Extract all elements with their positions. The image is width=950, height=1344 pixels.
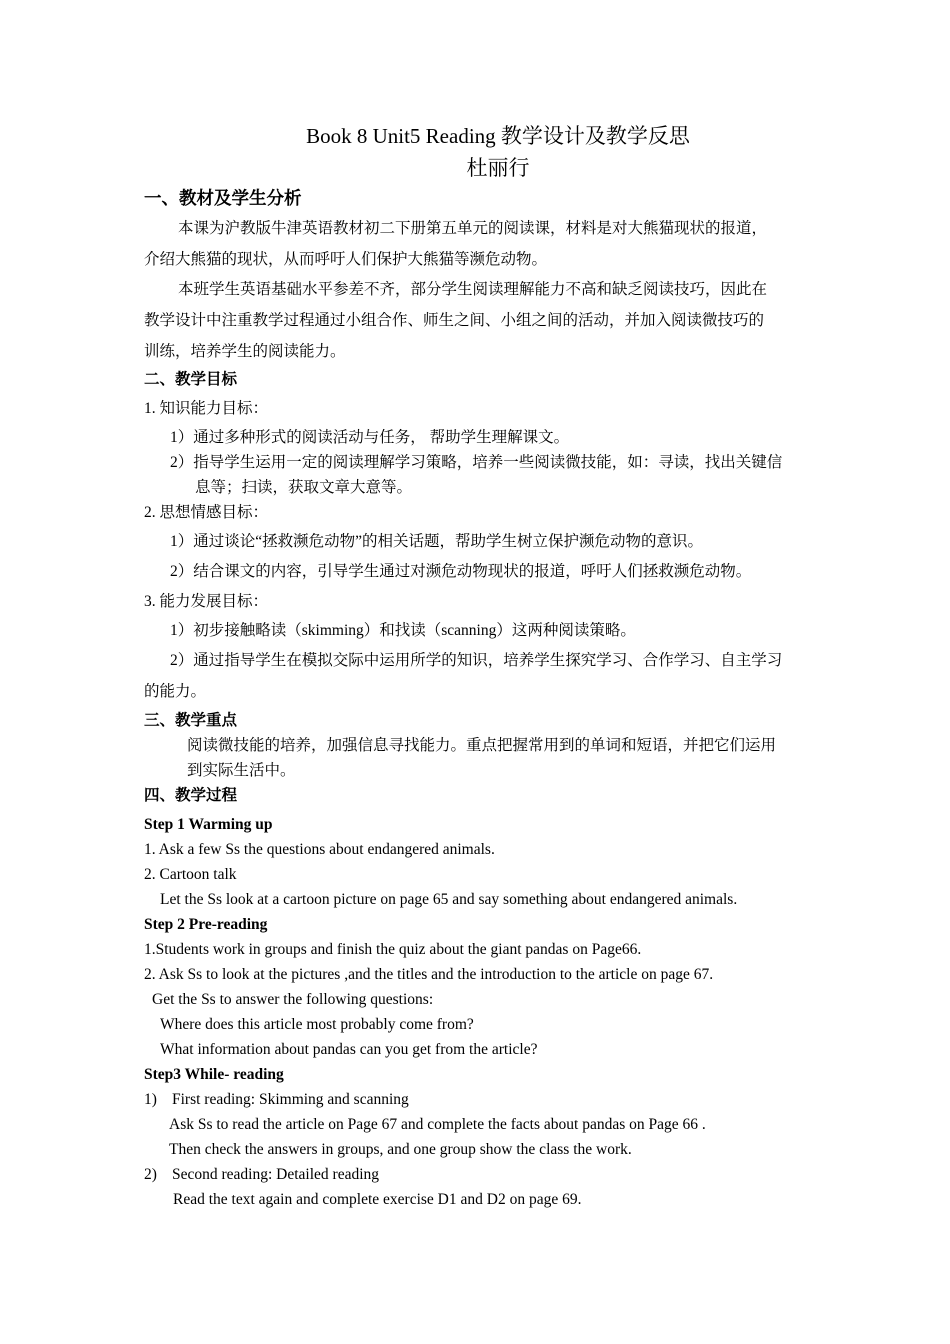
objective-group-3: 3. 能力发展目标： [144, 593, 269, 610]
document-author: 杜丽行 [466, 156, 530, 180]
step-question: Where does this article most probably come from? [160, 1016, 474, 1033]
step-line: 2. Ask Ss to look at the pictures ,and the titles and the introduction to the article on page 67. [144, 966, 714, 983]
substep-title: Second reading: Detailed reading [172, 1166, 380, 1183]
objective-item-continued: 息等；扫读，获取文章大意等。 [195, 479, 413, 496]
paragraph-line: 教学设计中注重教学过程通过小组合作、师生之间、小组之间的活动，并加入阅读微技巧的 [144, 312, 765, 329]
objective-item: 1）通过谈论“拯救濒危动物”的相关话题，帮助学生树立保护濒危动物的意识。 [170, 533, 704, 550]
step-1-heading: Step 1 Warming up [144, 816, 273, 833]
section-heading-analysis: 一、教材及学生分析 [144, 188, 302, 208]
step-question: What information about pandas can you get from the article? [160, 1041, 538, 1058]
list-number: 2) [144, 1166, 157, 1183]
step-3-substep-1 [144, 1090, 409, 1110]
section-heading-process: 四、教学过程 [144, 787, 238, 804]
objective-item: 2）指导学生运用一定的阅读理解学习策略，培养一些阅读微技能，如：寻读，找出关键信 [170, 454, 783, 471]
list-number: 1) [144, 1091, 157, 1108]
step-3-substep-2 [144, 1165, 379, 1185]
step-3-heading: Step3 While- reading [144, 1066, 284, 1083]
objective-item: 1）初步接触略读（skimming）和找读（scanning）这两种阅读策略。 [170, 622, 636, 639]
step-line: Then check the answers in groups, and one group show the class the work. [169, 1141, 632, 1158]
objective-group-2: 2. 思想情感目标： [144, 504, 269, 521]
section-heading-key-points: 三、教学重点 [144, 712, 238, 729]
objective-item: 2）结合课文的内容，引导学生通过对濒危动物现状的报道，呼吁人们拯救濒危动物。 [170, 563, 752, 580]
substep-title: First reading: Skimming and scanning [172, 1091, 409, 1108]
objective-item: 2）通过指导学生在模拟交际中运用所学的知识，培养学生探究学习、合作学习、自主学习 [170, 652, 783, 669]
step-line: 1.Students work in groups and finish the quiz about the giant pandas on Page66. [144, 941, 642, 958]
objective-item-continued: 的能力。 [144, 683, 207, 700]
step-line: Read the text again and complete exercise D1 and D2 on page 69. [173, 1191, 582, 1208]
paragraph-line: 训练，培养学生的阅读能力。 [144, 343, 346, 360]
paragraph-line: 本班学生英语基础水平参差不齐，部分学生阅读理解能力不高和缺乏阅读技巧，因此在 [178, 281, 768, 298]
step-line: Let the Ss look at a cartoon picture on page 65 and say something about endangered animals. [160, 891, 738, 908]
paragraph-line: 介绍大熊猫的现状，从而呼吁人们保护大熊猫等濒危动物。 [144, 251, 548, 268]
step-line: Get the Ss to answer the following questions: [152, 991, 434, 1008]
step-2-heading: Step 2 Pre-reading [144, 916, 268, 933]
key-point-line: 到实际生活中。 [187, 762, 296, 779]
step-line: Ask Ss to read the article on Page 67 and complete the facts about pandas on Page 66 . [169, 1116, 706, 1133]
step-line: 1. Ask a few Ss the questions about endangered animals. [144, 841, 495, 858]
document-title: Book 8 Unit5 Reading 教学设计及教学反思 [306, 124, 690, 148]
section-heading-objectives: 二、教学目标 [144, 371, 238, 388]
key-point-line: 阅读微技能的培养，加强信息寻找能力。重点把握常用到的单词和短语，并把它们运用 [187, 737, 777, 754]
step-line: 2. Cartoon talk [144, 866, 237, 883]
paragraph-line: 本课为沪教版牛津英语教材初二下册第五单元的阅读课，材料是对大熊猫现状的报道， [178, 220, 768, 237]
objective-group-1: 1. 知识能力目标： [144, 400, 269, 417]
objective-item: 1）通过多种形式的阅读活动与任务， 帮助学生理解课文。 [170, 429, 570, 446]
